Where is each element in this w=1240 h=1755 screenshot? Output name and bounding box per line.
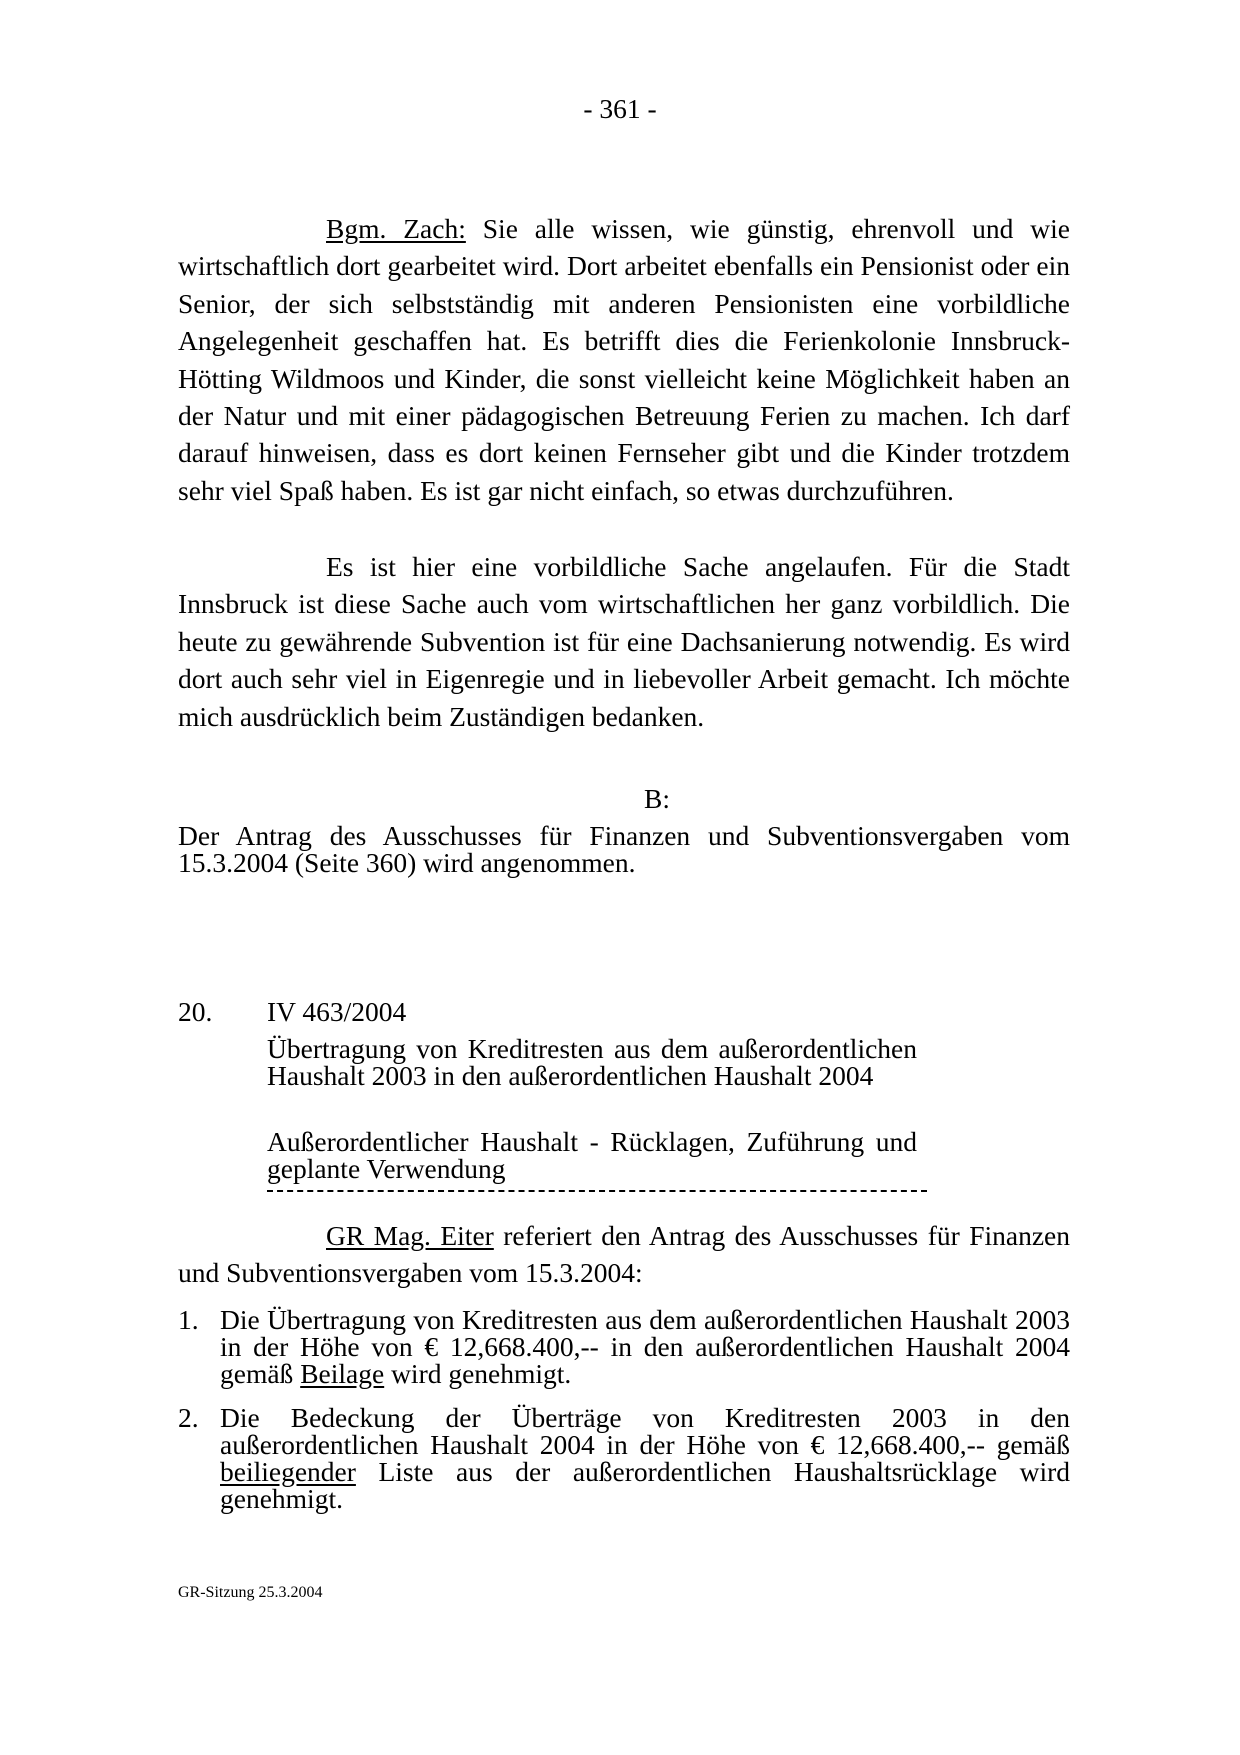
motion-item-1	[178, 1306, 1070, 1387]
attachment-reference: Beilage	[300, 1358, 385, 1389]
dashed-separator	[267, 1190, 927, 1192]
motion-number: 1.	[178, 1304, 199, 1335]
attachment-reference: beiliegender	[220, 1456, 356, 1487]
agenda-item-number: 20.	[178, 996, 213, 1027]
agenda-item-subtitle: Außerordentlicher Haushalt - Rücklagen, Zuführung und geplante Verwendung	[267, 1126, 917, 1184]
motion-text: Die Bedeckung der Überträge von Kreditresten 2003 in den außerordentlichen Haushalt 2004 in der Höhe von € 12,668.400,-- gemäß	[220, 1402, 1070, 1460]
resolution-heading: B:	[644, 783, 670, 814]
speech-text: Sie alle wissen, wie günstig, ehrenvoll und wie wirtschaftlich dort gearbeitet wird. Dort arbeitet ebenfalls ein Pensionist oder ein Senior, der sich selbstständig mit anderen Pensionisten eine vorbildliche Angelegenheit geschaffen hat. Es betrifft dies die Ferienkolonie Innsbruck-Hötting Wildmoos und Kinder, die sonst vielleicht keine Möglichkeit haben an der Natur und mit einer pädagogischen Betreuung Ferien zu machen. Ich darf darauf hinweisen, dass es dort keinen Fernseher gibt und die Kinder trotzdem sehr viel Spaß haben. Es ist gar nicht einfach, so etwas durchzuführen.	[178, 213, 1070, 506]
report-text: referiert den Antrag des Ausschusses für Finanzen und Subventionsvergaben vom 15.3.2004:	[178, 1220, 1070, 1289]
agenda-item-reference: IV 463/2004	[267, 996, 407, 1027]
motion-number: 2.	[178, 1402, 199, 1433]
resolution-text: Der Antrag des Ausschusses für Finanzen und Subventionsvergaben vom 15.3.2004 (Seite 360) wird angenommen.	[178, 820, 1070, 878]
motion-text-end: Liste aus der außerordentlichen Haushaltsrücklage wird genehmigt.	[220, 1456, 1070, 1514]
motion-text-end: wird genehmigt.	[384, 1358, 572, 1389]
speaker-name: Bgm. Zach:	[326, 213, 466, 244]
speech-paragraph-2: Es ist hier eine vorbildliche Sache angelaufen. Für die Stadt Innsbruck ist diese Sache auch vom wirtschaftlichen her ganz vorbildlich. Die heute zu gewährende Subvention ist für eine Dachsanierung notwendig. Es wird dort auch sehr viel in Eigenregie und in liebevoller Arbeit gemacht. Ich möchte mich ausdrücklich beim Zuständigen bedanken.	[178, 551, 1070, 732]
page-number: - 361 -	[583, 93, 657, 124]
footer-session-date: GR-Sitzung 25.3.2004	[178, 1584, 323, 1601]
motion-item-2	[178, 1404, 1070, 1512]
speech-paragraph-1	[178, 210, 1070, 509]
motion-text: Die Übertragung von Kreditresten aus dem außerordentlichen Haushalt 2003 in der Höhe von € 12,668.400,-- in den außerordentlichen Haushalt 2004 gemäß	[220, 1304, 1070, 1389]
report-paragraph	[178, 1217, 1070, 1292]
agenda-item-title: Übertragung von Kreditresten aus dem außerordentlichen Haushalt 2003 in den außerordentlichen Haushalt 2004	[267, 1033, 917, 1091]
reporter-name: GR Mag. Eiter	[326, 1220, 494, 1251]
